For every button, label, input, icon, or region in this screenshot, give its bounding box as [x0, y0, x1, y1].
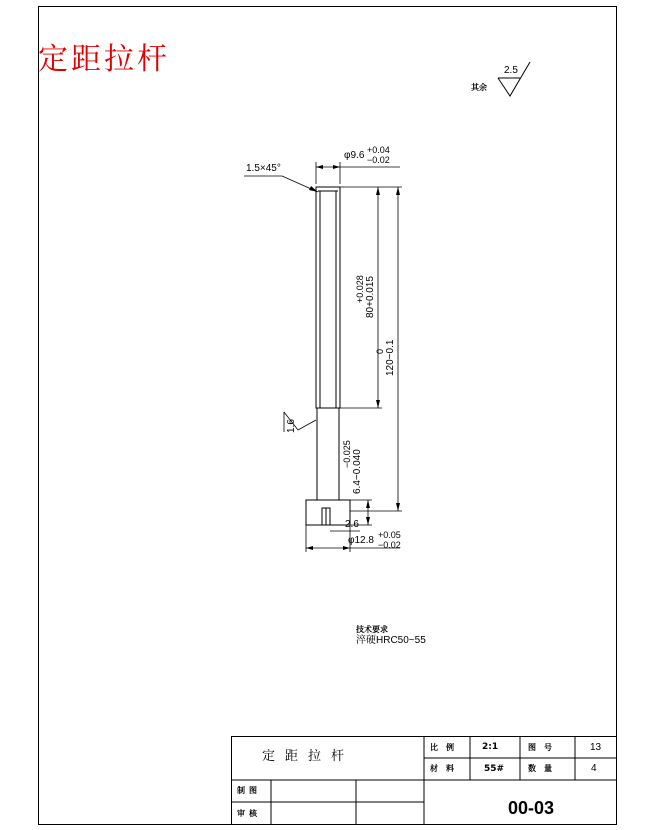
drafter-label: 制图: [237, 786, 261, 795]
drawing-number-large: 00-03: [508, 798, 555, 818]
sheet-border: [39, 7, 617, 825]
title-block-part-name: 定距拉杆: [262, 749, 355, 764]
length-6-4-dimension: 6.4−0.040: [352, 449, 363, 494]
length-6-4-upper-tol: −0.025: [342, 440, 352, 468]
chamfer-dimension: 1.5×45°: [246, 163, 281, 174]
head-diameter-upper-tol: +0.05: [378, 530, 401, 540]
general-roughness-label: 其余: [471, 83, 487, 92]
slot-width-dimension: 2.6: [345, 519, 359, 530]
scale-label: 比例: [430, 743, 462, 752]
scale-value: 2:1: [482, 742, 499, 752]
red-part-title: 定距拉杆: [38, 42, 170, 77]
drawing-number-value: 13: [590, 742, 602, 753]
top-diameter-upper-tol: +0.04: [367, 145, 390, 155]
part-outline: [306, 187, 350, 525]
dimension-lines: [244, 162, 402, 552]
length-80-dimension: 80+0.015: [365, 276, 376, 318]
material-label: 材料: [430, 764, 462, 773]
length-120-upper-tol: 0: [375, 348, 385, 354]
quantity-label: 数量: [528, 764, 560, 773]
head-diameter-lower-tol: −0.02: [378, 540, 401, 550]
drawing-number-label: 图号: [528, 743, 560, 752]
top-diameter-lower-tol: −0.02: [367, 155, 390, 165]
length-80-upper-tol: +0.028: [355, 275, 365, 303]
tech-notes-title: 技术要求: [356, 625, 388, 634]
top-diameter-base: φ9.6: [344, 150, 365, 161]
material-value: 55#: [484, 764, 505, 774]
shaft-roughness-value: 1.6: [286, 419, 297, 433]
checker-label: 审核: [237, 809, 261, 818]
quantity-value: 4: [591, 763, 597, 774]
head-diameter-base: φ12.8: [348, 535, 374, 546]
tech-notes-line-1: 淬硬HRC50~55: [356, 635, 426, 646]
general-roughness-value: 2.5: [504, 65, 518, 76]
length-120-dimension: 120−0.1: [385, 339, 396, 376]
